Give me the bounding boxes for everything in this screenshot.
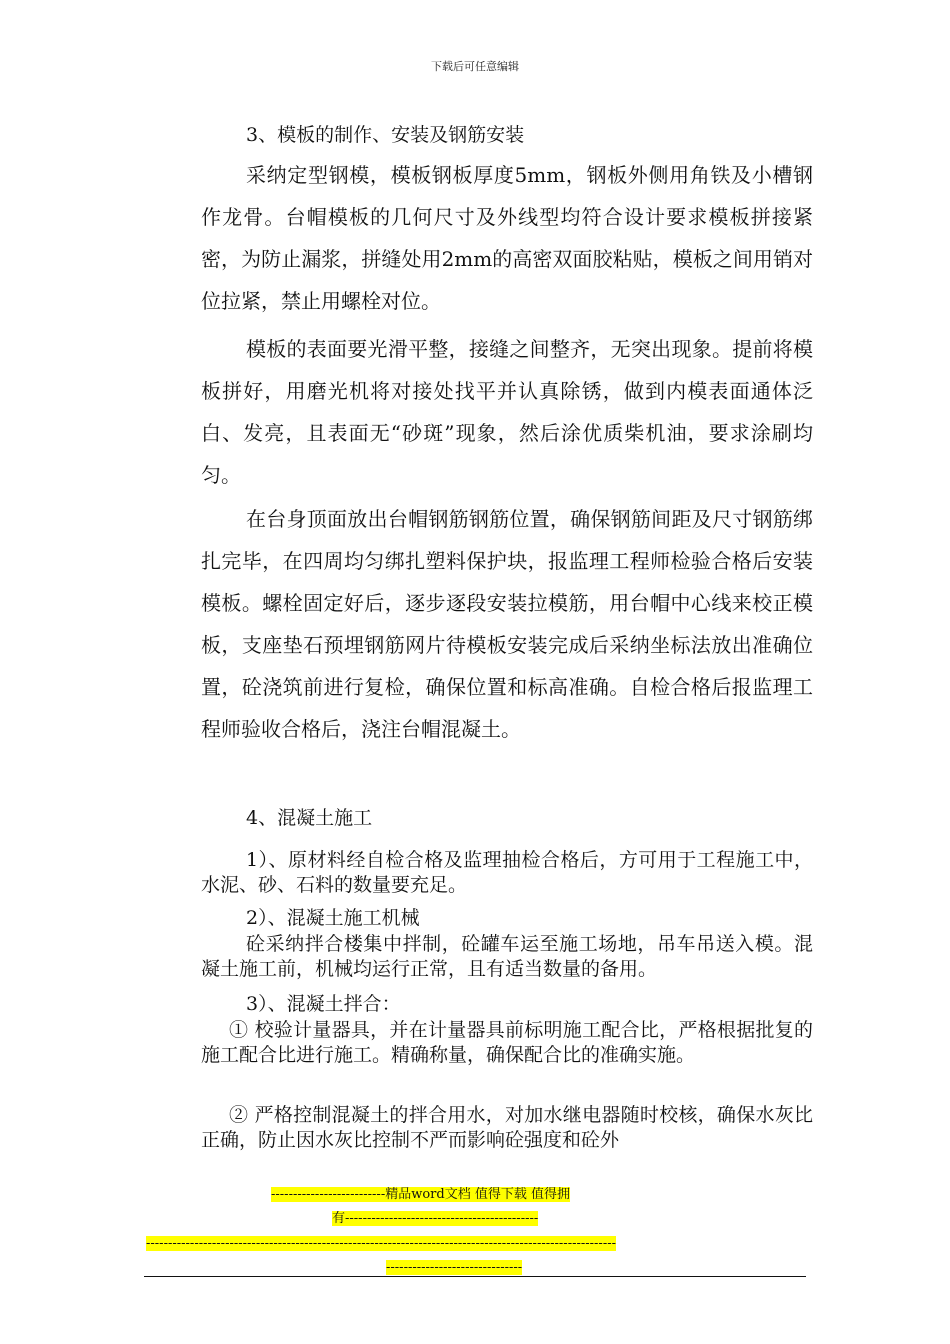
section-4-title: 4、混凝土施工 <box>246 807 373 829</box>
section-3-paragraph-3: 在台身顶面放出台帽钢筋钢筋位置，确保钢筋间距及尺寸钢筋绑扎完毕，在四周均匀绑扎塑料保护块，报监理工程师检验合格后安装模板。螺栓固定好后，逐步逐段安装拉模筋，用台帽中心线来校正模板，支座垫石预埋钢筋网片待模板安装完成后采纳坐标法放出准确位置，砼浇筑前进行复检，确保位置和标高准确。自检合格后报监理工程师验收合格后，浇注台帽混凝土。 <box>201 507 813 741</box>
section-4-circled-2: ② 严格控制混凝土的拌合用水，对加水继电器随时校核，确保水灰比正确，防止因水灰比控制不严而影响砼强度和砼外 <box>201 1104 813 1151</box>
section-3-paragraph-2: 模板的表面要光滑平整，接缝之间整齐，无突出现象。提前将模板拼好，用磨光机将对接处找平并认真除锈，做到内模表面通体泛白、发亮，且表面无“砂斑”现象，然后涂优质柴机油，要求涂刷均匀。 <box>201 337 813 487</box>
footer-line-3: ----------------------------------------------------------------------------------------------------------- <box>146 1236 617 1251</box>
section-4-item-2-text: 砼采纳拌合楼集中拌制，砼罐车运至施工场地，吊车吊送入模。混凝土施工前，机械均运行正常，且有适当数量的备用。 <box>201 933 813 980</box>
footer-line-1: --------------------------精品word文档 值得下载 值得拥 <box>271 1187 570 1202</box>
footer-divider <box>144 1276 806 1277</box>
section-4-circled-1: ① 校验计量器具，并在计量器具前标明施工配合比，严格根据批复的施工配合比进行施工。精确称量，确保配合比的准确实施。 <box>201 1019 813 1066</box>
section-4-item-3-heading: 3）、混凝土拌合： <box>246 993 401 1015</box>
footer-line-2: 有-------------------------------------------- <box>332 1211 539 1226</box>
section-3-paragraph-1: 采纳定型钢模，模板钢板厚度5mm，钢板外侧用角铁及小槽钢作龙骨。台帽模板的几何尺寸及外线型均符合设计要求模板拼接紧密，为防止漏浆，拼缝处用2mm的高密双面胶粘贴，模板之间用销对位拉紧，禁止用螺栓对位。 <box>201 163 813 313</box>
section-4-item-2-heading: 2）、混凝土施工机械 <box>246 907 420 929</box>
page-header: 下载后可任意编辑 <box>431 60 519 73</box>
section-3-title: 3、模板的制作、安装及钢筋安装 <box>246 124 525 146</box>
footer-line-4: ------------------------------- <box>386 1260 523 1275</box>
section-4-item-1: 1）、原材料经自检合格及监理抽检合格后，方可用于工程施工中，水泥、砂、石料的数量要充足。 <box>201 849 813 896</box>
